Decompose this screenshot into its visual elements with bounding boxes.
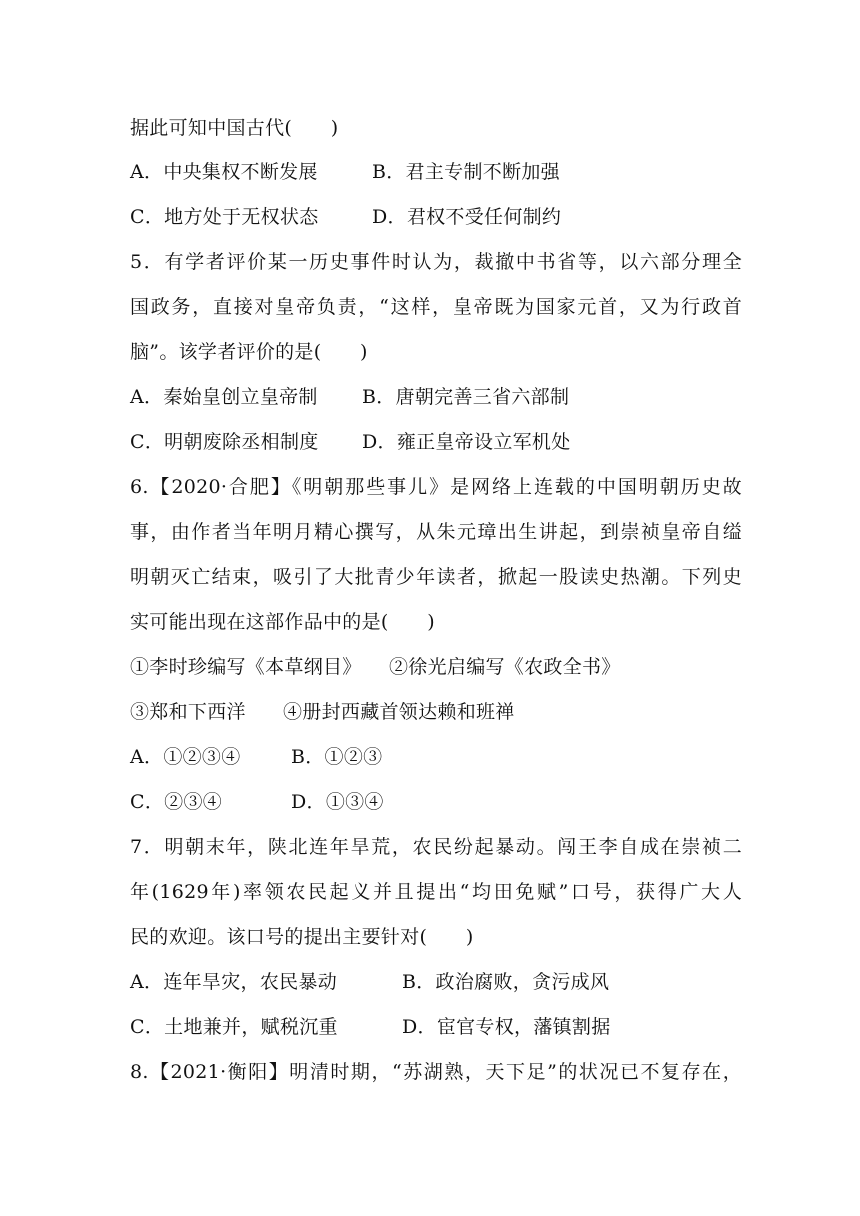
q6-option-b: B．①②③	[291, 746, 383, 768]
q6-stem-line-4: 实可能出现在这部作品中的是( )	[130, 611, 435, 633]
q4-option-a: A．中央集权不断发展	[130, 161, 318, 183]
q5-option-c: C．明朝废除丞相制度	[130, 431, 319, 453]
q6-stem-line-2: 事，由作者当年明月精心撰写，从朱元璋出生讲起，到崇祯皇帝自缢	[130, 521, 742, 543]
q6-option-c: C．②③④	[130, 791, 223, 813]
q5-option-b: B．唐朝完善三省六部制	[362, 386, 570, 408]
q6-item-3: ③郑和下西洋	[130, 701, 246, 723]
q6-item-4: ④册封西藏首领达赖和班禅	[283, 701, 515, 723]
q7-option-b: B．政治腐败，贪污成风	[402, 971, 610, 993]
q5-option-a: A．秦始皇创立皇帝制	[130, 386, 318, 408]
q7-option-a: A．连年旱灾，农民暴动	[130, 971, 338, 993]
q5-option-d: D．雍正皇帝设立军机处	[362, 431, 571, 453]
q6-stem-line-1: 6.【2020·合肥】《明朝那些事儿》是网络上连载的中国明朝历史故	[130, 476, 742, 498]
q5-stem-line-3: 脑”。该学者评价的是( )	[130, 341, 368, 363]
q5-stem-line-1: 5．有学者评价某一历史事件时认为，裁撤中书省等，以六部分理全	[130, 251, 742, 273]
q4-option-b: B．君主专制不断加强	[372, 161, 560, 183]
q6-item-2: ②徐光启编写《农政全书》	[389, 656, 621, 678]
q4-stem-tail: 据此可知中国古代( )	[130, 117, 339, 139]
q6-item-1: ①李时珍编写《本草纲目》	[130, 656, 362, 678]
q7-stem-line-3: 民的欢迎。该口号的提出主要针对( )	[130, 926, 474, 948]
q7-stem-line-1: 7．明朝末年，陕北连年旱荒，农民纷起暴动。闯王李自成在崇祯二	[130, 836, 742, 858]
q4-option-d: D．君权不受任何制约	[372, 206, 562, 228]
q6-option-d: D．①③④	[291, 791, 384, 813]
q7-option-d: D．宦官专权，藩镇割据	[402, 1016, 611, 1038]
q6-stem-line-3: 明朝灭亡结束，吸引了大批青少年读者，掀起一股读史热潮。下列史	[130, 566, 742, 588]
q7-stem-line-2: 年(1629年)率领农民起义并且提出“均田免赋”口号，获得广大人	[130, 881, 742, 903]
q6-option-a: A．①②③④	[130, 746, 241, 768]
q4-option-c: C．地方处于无权状态	[130, 206, 319, 228]
q8-stem-line-1: 8.【2021·衡阳】明清时期，“苏湖熟，天下足”的状况已不复存在，	[130, 1061, 742, 1083]
q7-option-c: C．土地兼并，赋税沉重	[130, 1016, 338, 1038]
q5-stem-line-2: 国政务，直接对皇帝负责，“这样，皇帝既为国家元首，又为行政首	[130, 296, 742, 318]
